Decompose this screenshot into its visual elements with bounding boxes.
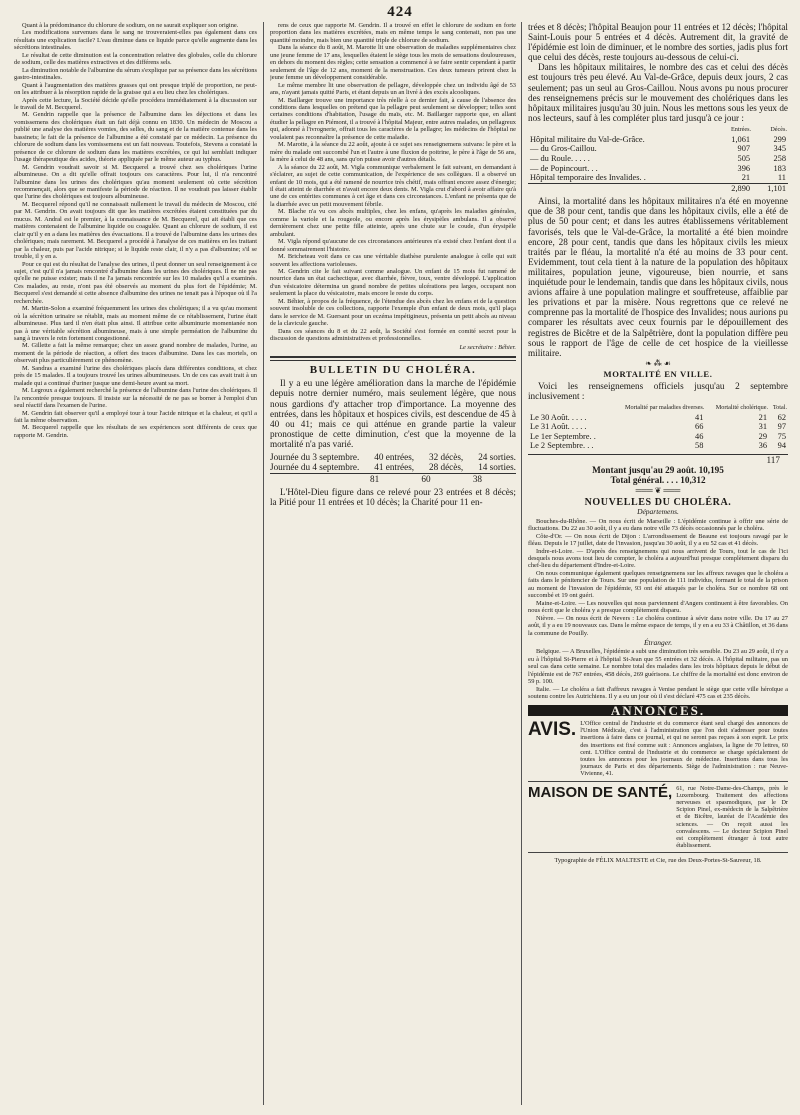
city-mortality-table: Mortalité par maladies diverses. Mortalité cholérique. Total. Le 30 Août. . . . . 41 21 62 Le 31 Août. . . . . 66 31 97 Le 1er Septembre. . 46 29 75 Le 2 Septembre. . . 58 36 94: [530, 403, 787, 451]
article-paragraph: M. Becquerel répond qu'il ne connaissait nullement le travail du médecin de Moscou, cité par M. Gendrin. On avait toujours dit que les matières excrétées étaient constituées par du mucus. M. Andral est le premier, à la connaissance de M. Becquerel, qui ait établi que ces matières contenaient de l'albumine liquide ou coagulée. Quant au chlorure de sodium, il est clair qu'il y en a dans les matières des évacuations. Il a trouvé de l'albumine dans les urines des cholériques; mais rarement. M. Becquerel a procédé à l'analyse de ces matières en les traitant par la chaleur, puis par l'acide nitrique; si le liquide reste clair, il n'y a pas d'albumine; s'il se trouble, il y en a.: [14, 200, 257, 261]
table-row: Le 30 Août. . . . . 41 21 62: [530, 412, 786, 422]
article-paragraph: M. Legroux a également recherché la présence de l'albumine dans l'urine des cholériques. Il l'a rencontrée presque toujours. Il insiste sur la nécessité de ne pas se borner à l'emploi d'un seul réactif dans l'examen de l'urine.: [14, 387, 257, 410]
article-paragraph: Le même membre lit une observation de pellagre, développée chez un individu âgé de 53 ans, n'ayant jamais quitté Paris, et étant depuis un an livré à des excès alcooliques.: [270, 81, 516, 97]
article-paragraph: M. Baillarger trouve une importance très réelle à ce dernier fait, à cause de l'absence des conditions dans lesquelles on prétend que la pellagre peut seulement se développer; telles sont certaines conditions d'habitation, l'usage du maïs, etc. M. Baillarger rapporte que, en allant étudier la pellagre en Piémont, il a trouvé à l'hôpital Majeur, entre autres malades, un pellagreux qui, adonné à l'ivrognerie, offrait tous les caractères de la pellagre; les médecins de l'hôpital ne voulaient pas reconnaître la présence de cette maladie.: [270, 96, 516, 141]
bulletin-closing: L'Hôtel-Dieu figure dans ce relevé pour 23 entrées et 8 décès; la Pitié pour 11 entrées et 10 décès; la Charité pour 11 en-: [270, 487, 516, 508]
article-paragraph: M. Gillette a fait la même remarque; chez un assez grand nombre de malades, l'urine, au moment de la période de réaction, a offert des traces d'albumine. Dans les cas mortels, on observait plus particulièrement ce phénomène.: [14, 342, 257, 365]
journal-row: Journée du 4 septembre. 41 entrées, 28 décès, 14 sorties.: [270, 462, 516, 473]
printer-imprint: Typographie de FÉLIX MALTESTE et Cie, rue des Deux-Portes-St-Sauveur, 18.: [554, 857, 762, 865]
table-row: Le 31 Août. . . . . 66 31 97: [530, 422, 786, 432]
article-paragraph: M. Gendrin cite le fait suivant comme analogue. Un enfant de 15 mois fut ramené de nourrice dans un état cachectique, avec diarrhée, fièvre, toux, ventre développé. L'application d'un vésicatoire détermina un grand nombre de petites ulcérations peu larges, occupant non seulement la place du vésicatoire, mais encore le reste du corps.: [270, 267, 516, 298]
article-paragraph: rens de ceux que rapporte M. Gendrin. Il a trouvé en effet le chlorure de sodium en forte proportion dans les matières excrétées, mais en même temps le sang contenait, non pas une quantité moindre, mais bien une quantité triple de chlorure de sodium.: [270, 22, 516, 44]
news-paragraph: Italie. — Le choléra a fait d'affreux ravages à Venise pendant le siège que cette ville héroïque a soutenu contre les Autrichiens. Il y a eu un jour où il s'est déclaré 475 cas et 235 décès.: [528, 685, 788, 701]
article-paragraph: Quant à la prédominance du chlorure de sodium, on ne saurait expliquer son origine.: [22, 22, 239, 29]
article-paragraph: M. Gendrin fait observer qu'il a employé tour à tour l'acide nitrique et la chaleur, et qu'il a fait la même observation.: [14, 409, 257, 425]
city-mortality-summary: 117 Montant jusqu'au 29 août. 10,195 Total général. . . . 10,312: [528, 454, 788, 485]
table-row: — du Gros-Caillou. 907 345: [530, 144, 786, 154]
annonces-banner: ANNONCES.: [528, 705, 788, 716]
article-paragraph: Quant à l'augmentation des matières grasses qui ont presque triplé de proportion, ne peut-on les attribuer à la résorption rapide de la graisse qui a eu lieu chez les cholériques.: [14, 81, 257, 97]
table-row: Le 1er Septembre. . 46 29 75: [530, 431, 786, 441]
article-paragraph: Les modifications survenues dans le sang ne trouveraient-elles pas également dans ces résultats une explication facile? L'eau diminue dans ce liquide parce qu'elle augmente dans les sécrétions intestinales.: [14, 29, 257, 52]
ornament-divider: ═══ ❦ ═══: [635, 486, 681, 496]
article-paragraph: M. Vigla répond qu'aucune de ces circonstances antérieures n'a existé chez l'enfant dont il a donné sommairement l'histoire.: [270, 238, 516, 253]
news-paragraph: Bouches-du-Rhône. — On nous écrit de Marseille : L'épidémie continue à offrir une série de fluctuations. Du 22 au 30 août, il y a eu dans notre ville 73 décès occasionnés par le choléra.: [528, 517, 788, 533]
military-intro: Dans les hôpitaux militaires, le nombre des cas et celui des décès est toujours très peu élevé. Au Val-de-Grâce, depuis deux jours, 2 cas seulement; pas un seul au Gros-Caillou. Nous avons pu nous procurer des renseignemens précis sur le mouvement des cholériques dans les hôpitaux militaires jusqu'au 30 juin. Nous les mettons sous les yeux de nos lecteurs, sauf à les compléter plus tard jusqu'à ce jour :: [528, 62, 788, 123]
ville-intro: Voici les renseignemens officiels jusqu'au 2 septembre inclusivement :: [528, 380, 788, 401]
etranger-subhead: Étranger.: [643, 637, 673, 647]
news-paragraph: Indre-et-Loire. — D'après des renseignemens qui nous arrivent de Tours, tout le cas de l'ici desquels nous avons tout lieu de compter, le choléra a aujourd'hui presque complètement disparu du chef-lieu du département d'Indre-et-Loire.: [528, 547, 788, 570]
article-paragraph: La diminution notable de l'albumine du sérum s'explique par sa présence dans les sécrétions gastro-intestinales.: [14, 66, 257, 82]
column-divider: [263, 22, 264, 1105]
etranger-body: [528, 648, 788, 700]
table-row: — du Roule. . . . . 505 258: [530, 153, 786, 163]
bulletin-paragraph: Il y a eu une légère amélioration dans la marche de l'épidémie depuis notre dernier numéro, mais seulement légère, que nous nous gardions d'y attacher trop d'importance. La moyenne des entrées, dans les hôpitaux et hospices civils, est descendue de 45 à 40 ou 41; mais ce qui atténue en grande partie la valeur pronostique de cette diminution, c'est que la moyenne de la mortalité n'a pas varié.: [270, 378, 516, 449]
article-paragraph: M. Sandras a examiné l'urine des cholériques placés dans différentes conditions, et chez près de 15 malades. Il a toujours trouvé les urines albumineuses. Un de ces cas avait trait à un malade qui a continué d'uriner jusque une demi-heure avant sa mort.: [14, 364, 257, 387]
ad-divider: [528, 781, 788, 782]
bulletin-body: [270, 378, 516, 449]
article-paragraph: Le résultat de cette diminution est la concentration relative des globules, celle du chlorure de sodium, celle des matières extractives et des différens sels.: [14, 51, 257, 67]
bulletin-continued: trées et 8 décès; l'hôpital Beaujon pour 11 entrées et 12 décès; l'hôpital Saint-Louis pour 5 entrées et 4 décès. Autrement dit, la gravité de l'épidémie est loin de diminuer, et le nombre des sorties, jadis plus fort que celui des décès, reste toujours au-dessous de celui-ci.: [528, 22, 788, 63]
article-paragraph: M. Martin-Solon a examiné fréquemment les urines des cholériques; il a vu qu'au moment où la sécrétion urinaire se rétablit, mais au moment même de ce rétablissement, l'urine était albumineuse. Plus tard il n'en était plus ainsi. Il attribue cette albuminurie momentanée non pas à une véritable sécrétion albumineuse, mais à une simple perméation de l'albumine du sang à travers le rein fortement congestionné.: [14, 305, 257, 343]
table-row: Hôpital temporaire des Invalides. . 21 11: [530, 173, 786, 183]
article-paragraph: M. Béhier, à propos de la fréquence, de l'étendue des abcès chez les enfans et de la question souvent insoluble de ces collections, rapporte l'exemple d'un enfant de deux mois, qu'il plaça dans le service de M. Guersant pour un eczéma impétigineux, présenta un petit abcès au niveau de la clavicule gauche.: [270, 297, 516, 328]
nouvelles-body: [528, 518, 788, 637]
ville-title: MORTALITÉ EN VILLE.: [603, 369, 713, 380]
maison-text: 61, rue Notre-Dame-des-Champs, près le Luxembourg. Traitement des affections nerveuses et spasmodiques, par le Dr Scipion Pinel, ex-médecin de la Salpêtrière et de Bicêtre, lauréat de l'Académie des sciences. — On reçoit aussi les convalescens. — Le docteur Scipion Pinel est complètement étranger à tout autre établissement.: [676, 784, 788, 850]
article-paragraph: M. Gendrin rappelle que la présence de l'albumine dans les déjections et dans les vomissemens des cholériques était un fait déjà connu en 1830. Un médecin de Moscou a publié une analyse des matières vomies, des selles, du sang et de la matière contenue dans les bassinets; le fait de la présence de l'albumine a été constaté par ce médecin. La présence du chlorure de sodium dans les vomissemens est un fait nouveau. Toutefois, Stevens a constaté la présence de ce chlorure de sodium dans les matières excrétées, ce qui lui semblait indiquer l'usage thérapeutique des acides, théorie appliquée par le même auteur au typhus.: [14, 111, 257, 164]
military-commentary: Ainsi, la mortalité dans les hôpitaux militaires n'a été en moyenne que de 38 pour cent, tandis que dans les hôpitaux civils, elle a été de plus de 50 pour cent; et dans les autres établissemens véritablement favorisés, tels que le Val-de-Grâce, la mortalité a été bien moindre encore, 28 pour cent, tandis que dans les hôpitaux civils les mieux traités par le fléau, la mortalité n'a été au moins de 33 pour cent. Evidemment, tout cela tient à la nature de la population des hôpitaux militaires, population jeune, vigoureuse, bien nourrie, et sans inquiétude pour le lendemain, tandis que dans les hôpitaux civils, nous avions affaire à une population malingre et souffreteuse, affaiblie par les privations et par la misère. Nous regrettons que ce relevé ne comprenne pas la mortalité de l'hospice des Invalides; nous aurions pu comparer les résultats avec ceux fournis par le dépouillement des registres de Bicêtre et de la Salpêtrière, dont la population diffère peu sous le rapport de l'âge de celle de cet hospice de la vieillesse militaire.: [528, 196, 788, 358]
secretary-signature: Le secrétaire : Béhier.: [459, 344, 516, 352]
article-paragraph: Après cette lecture, la Société décide qu'elle procédera immédiatement à la discussion sur le travail de M. Becquerel.: [14, 96, 257, 111]
bulletin-title: BULLETIN DU CHOLÉRA.: [309, 363, 477, 376]
military-totals: 2,890 1,101: [528, 183, 788, 193]
table-row: Le 2 Septembre. . . 58 36 94: [530, 441, 786, 451]
avis-text: L'Office central de l'industrie et du commerce étant seul chargé des annonces de l'Union Médicale, c'est à l'administration que l'on doit s'adresser pour toutes insertions à faire dans ce journal, et qui ne seront pas reçues à son esprit. Le prix des insertions est fixé comme suit : Annonces anglaises, la ligne de 70 lettres, 60 cent. L'Office central de l'industrie et du commerce se charge spécialement de toutes les annonces pour les journaux de médecine. Insertions dans tous les journaux de Paris et des départements. Siège de l'administration : rue Neuve-Vivienne, 41.: [580, 720, 788, 778]
page-number: 424: [387, 4, 413, 20]
departements-subhead: Départemens.: [637, 507, 679, 517]
article-paragraph: A la séance du 22 août, M. Vigla communique verbalement le fait suivant, en demandant à s'éclairer, au sujet de cette communication, de l'expérience de ses collègues. Il a observé un enfant de 10 mois, qui a été ramené de nourrice très chétif, mais offrant encore assez d'énergie; il était atteint de diarrhée et n'avait encore deux dents. M. Vigla crut d'abord à avoir affaire qu'à une de ces entérites communes à cet âge et dans ces circonstances. L'enfant ne présenta que de la diarrhée avec un petit mouvement fébrile.: [270, 163, 516, 208]
news-paragraph: Côte-d'Or. — On nous écrit de Dijon : L'arrondissement de Beaune est toujours ravagé par le fléau. Depuis le 17 juillet, date de l'invasion, jusqu'au 30 août, il y a eu 52 cas et 41 décès.: [528, 532, 788, 548]
avis-title: AVIS.: [528, 719, 577, 741]
section-rule: [270, 356, 516, 361]
column-middle: [270, 22, 516, 1105]
column-divider: [521, 22, 522, 1105]
article-paragraph: M. Gendrin voudrait savoir si M. Becquerel a trouvé chez ses cholériques l'urine albumineuse. On a dit qu'elle offrait toujours ces caractères. Pour lui, il n'a rencontré l'albumine dans les urines des cholériques qu'au moment seulement où cette sécrétion recommençait, alors que se manifeste la période de réaction. Il ne voudrait pas laisser établir que l'urine des cholériques est toujours albumineuse.: [14, 163, 257, 201]
article-paragraph: M. Marotte, à la séance du 22 août, ajoute à ce sujet ses renseignemens suivans: le père et la mère du malade ont succombé l'un et l'autre à une fluxion de poitrine, le père à l'âge de 56 ans, la mère à celui de 48 ans, sans qu'on puisse avoir d'autres détails.: [270, 141, 516, 164]
article-paragraph: Dans la séance du 8 août, M. Marotte lit une observation de maladies supplémentaires chez une jeune femme de 17 ans, lesquelles étaient le siège tous les mois de sensations douloureuses, en dehors du moment des règles; cette sensation a commencé à se faire sentir cependant à partir seulement de l'âge de 12 ans, moment de la menstruation. Ces deux tumeurs prirent chez la jeune femme un développement considérable.: [270, 44, 516, 82]
article-paragraph: M. Becquerel rappelle que les résultats de ses expériences sont différents de ceux que rapporte M. Gendrin.: [14, 424, 257, 439]
news-paragraph: Maine-et-Loire. — Les nouvelles qui nous parviennent d'Angers continuent à être favorables. On nous écrit que le choléra y a presque complètement disparu.: [528, 599, 788, 615]
maison-title: MAISON DE SANTÉ,: [528, 783, 673, 801]
journal-row: Journée du 3 septembre. 40 entrées, 32 décès, 24 sorties.: [270, 452, 516, 463]
avis-notice: [528, 720, 788, 778]
news-paragraph: Belgique. — A Bruxelles, l'épidémie a subi une diminution très sensible. Du 23 au 29 août, il n'y a eu à l'hôpital St-Pierre et à l'hôpital St-Jean que 55 entrées et 32 décès. A l'hôpital militaire, pas un seul cas dans cette semaine. Le nombre total des malades dans les trois hôpitaux depuis le début de l'épidémie est de 767 entrées, 458 décès, 269 guérisons. Le chiffre de la mortalité est donc environ de 59 p. 100.: [528, 648, 788, 686]
article-paragraph: Pour ce qui est du résultat de l'analyse des urines, il peut donner un seul renseignement à ce sujet, c'est qu'il n'a jamais rencontré d'albumine dans les urines des cholériques. Il ne nie pas qu'elle ne puisse exister; mais il ne l'a jamais rencontrée sur les 10 malades qu'il a examinés. Ces malades, au reste, n'ont pas été observés au moment du plus fort de l'épidémie; M. Becquerel s'est demandé si cette absence d'albumine des urines ne tenait pas à l'époque où il l'a recherchée.: [14, 260, 257, 305]
column-left: [14, 22, 257, 1105]
journal-totals: 81 60 38: [270, 473, 516, 484]
table-row: Hôpital militaire du Val-de-Grâce. 1,061 299: [530, 134, 786, 144]
news-paragraph: On nous communique également quelques renseignemens sur les affreux ravages que le choléra a faits dans le pénitencier de Tours. Sur une population de 111 individus, formant le total de la prison au moment de l'invasion de l'épidémie, 93 ont été attaqués par le choléra. Sur ce nombre 68 ont succombé et 19 ont guéri.: [528, 569, 788, 600]
ornament-divider: ❧ ⁂ ☙: [645, 358, 671, 368]
society-report: [270, 22, 516, 342]
nouvelles-title: NOUVELLES DU CHOLÉRA.: [584, 496, 732, 508]
daily-journal: [270, 452, 516, 484]
news-paragraph: Nièvre. — On nous écrit de Nevers : Le choléra continue à sévir dans notre ville. Du 17 au 27 août, il y a eu 19 nouveaux cas. Dans le même espace de temps, il y en a eu 33 à Châtillon, et 36 dans la commune de Pouilly.: [528, 614, 788, 637]
column-right: [528, 22, 788, 1105]
article-paragraph: Dans ces séances du 8 et du 22 août, la Société s'est formée en comité secret pour la discussion de questions administratives et professionnelles.: [270, 327, 516, 343]
ad-divider: [528, 852, 788, 853]
military-hospitals-table: Entrées. Décès. Hôpital militaire du Val-de-Grâce. 1,061 299 — du Gros-Caillou. 907 345 — du Roule. . . . . 505 258 — de Popincourt. . . 396 183 Hôpital temporaire des Invalides. . 21 11 2,890 1,101: [530, 125, 787, 193]
article-paragraph: M. Blache n'a vu ces abcès multiples, chez les enfans, qu'après les maladies générales, comme la variole et la rougeole, ou encore après les érysipèles ambulans. Il a observé dernièrement chez une petite fille atteinte, après une chute sur le coude, d'un érysipèle ambulant.: [270, 208, 516, 238]
maison-ad: [528, 785, 788, 850]
table-row: — de Popincourt. . . 396 183: [530, 163, 786, 173]
article-paragraph: M. Bricheteau voit dans ce cas une véritable diathèse purulente analogue à celle qui suit souvent les affections varioleuses.: [270, 253, 516, 268]
